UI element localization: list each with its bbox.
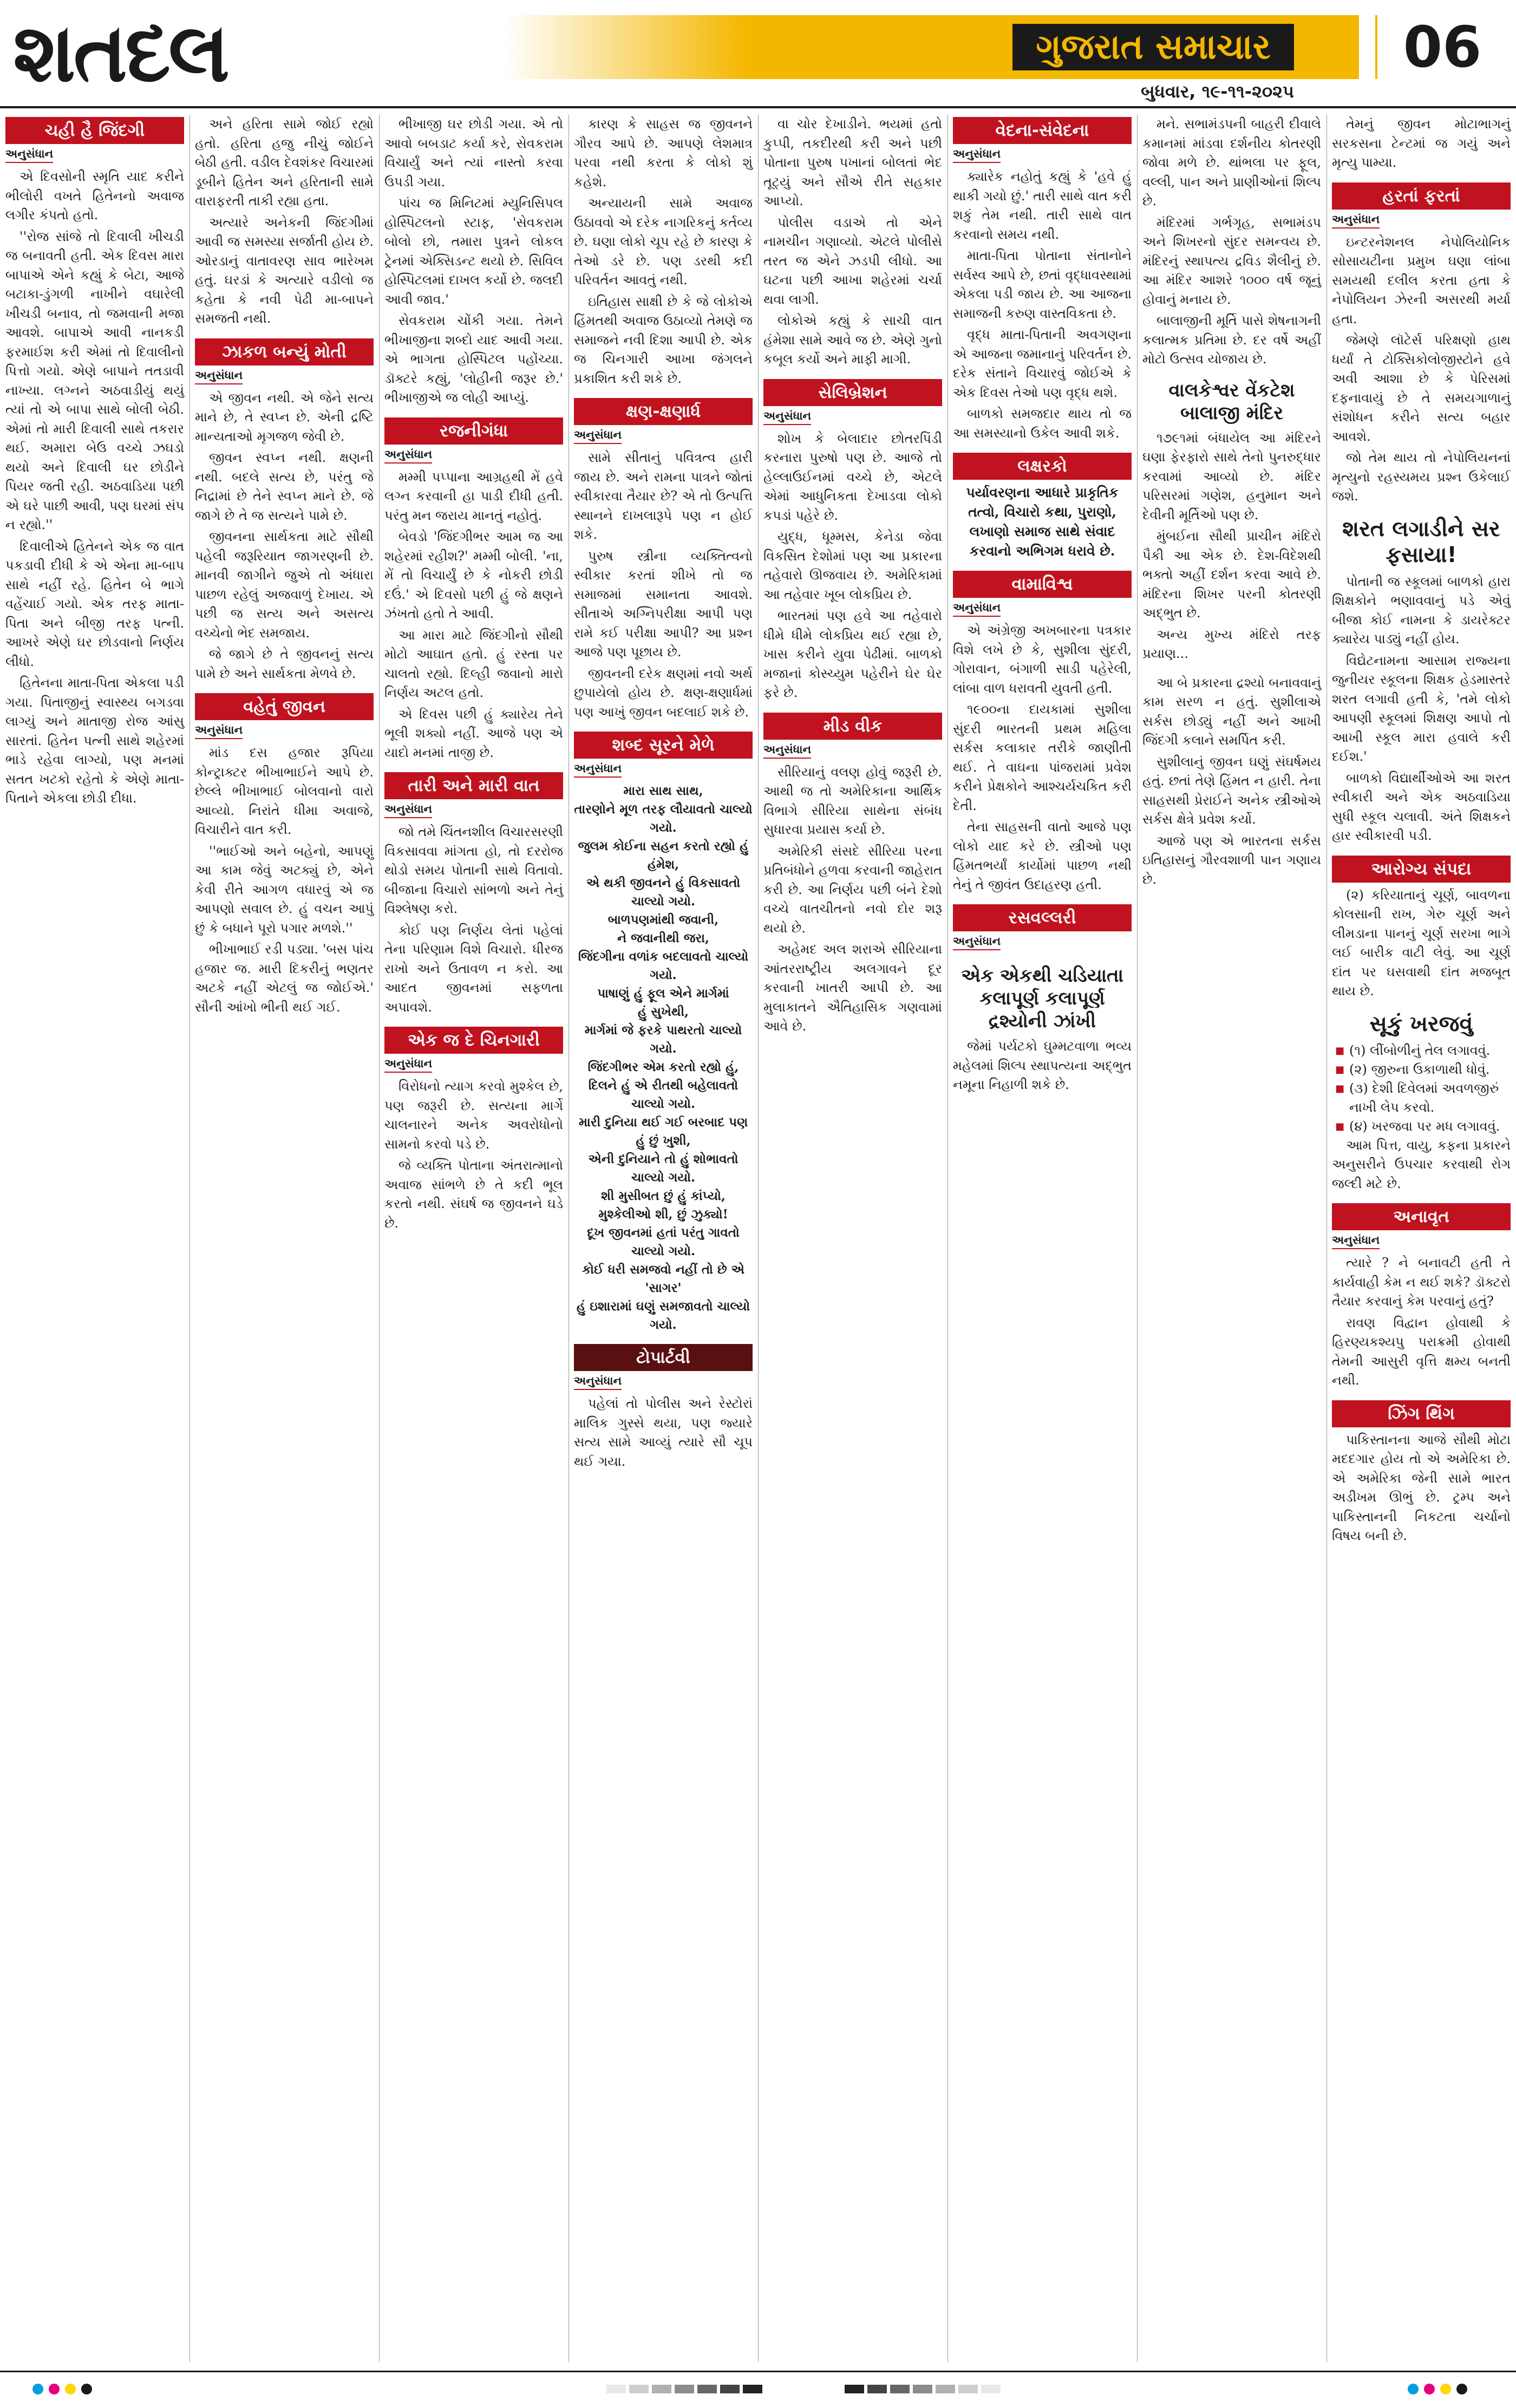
poem-line: જિંદગીભર એમ કરતો રહ્યો હું, xyxy=(587,1060,739,1074)
source-label: અનુસંધાન xyxy=(384,448,432,464)
bold-intro: પર્યાવરણના આધારે પ્રાકૃતિક તત્વો, વિચારો કથા, પુરાણો, લખાણો સમાજ સાથે સંવાદ કરવાનો અભિગમ ધરાવે છે. xyxy=(966,485,1119,559)
article-body xyxy=(763,115,942,369)
paragraph: માતા-પિતા પોતાના સંતાનોને સર્વસ્વ આપે છે, છતાં વૃદ્ધાવસ્થામાં એકલા પડી જાય છે. આ આજના સમાજની કરુણ વાસ્તવિકતા છે. xyxy=(953,248,1132,321)
source-label: અનુસંધાન xyxy=(763,743,811,759)
paragraph: ''રોજ સાંજે તો દિવાલી ખીચડી જ બનાવતી હતી. એક દિવસ મારા બાપાએ એને કહ્યું કે બેટા, આજે બટાકા-ડુંગળી નાખીને વઘારેલી ખીચડી બનાવ, તો જમવાની મજા આવશે. બાપાએ આવી નાનકડી ફરમાઈશ કરી એમાં તો દિવાલીનો પિત્તો ગયો. એણે બાપાને તતડાવી નાખ્યા. લગ્નને અઠવાડીયું થયું ત્યાં તો એ બાપા સાથે બોલી બેઠી. એમાં તો મારી દિવાલી સાથે તકરાર થઈ. અમારા બેઉ વચ્ચે ઝઘડો થયો અને દિવાલી ઘર છોડીને પિયર જતી રહી. અઠવાડિયા પછી એ ઘરે પાછી આવી, પણ ઘરમાં સંપ ન રહ્યો.'' xyxy=(5,229,184,532)
paragraph: આ મારા માટે જિંદગીનો સૌથી મોટો આઘાત હતો. હું રસ્તા પર ચાલતો રહ્યો. દિલ્હી જવાનો મારો નિર્ણય અટલ હતો. xyxy=(384,627,563,700)
article xyxy=(1332,182,1511,506)
column-6 xyxy=(948,115,1137,2362)
poem-line: જુલમ કોઈના સહન કરતો રહ્યો હું હંમેશ, xyxy=(578,839,749,872)
paragraph: એ અંગ્રેજી અખબારના પત્રકાર વિશે લખે છે કે, સુશીલા સુંદરી, ગોરાવાન, બંગાળી સાડી પહેરેલી, લાંબા વાળ ધરાવતી યુવતી હતી. xyxy=(953,623,1132,696)
list-item: ■ (૨) જીરુના ઉકાળાથી ધોવું. xyxy=(1335,1060,1511,1079)
paragraph: બાલાજીની મૂર્તિ પાસે શેષનાગની કલાત્મક પ્રતિમા છે. દર વર્ષે અહીં મોટો ઉત્સવ યોજાય છે. xyxy=(1142,313,1321,367)
paragraph: ૧૭૯૧માં બંધાયેલ આ મંદિરને ઘણા ફેરફારો સાથે તેનો પુનરુદ્ધાર કરવામાં આવ્યો છે. મંદિર પરિસરમાં ગણેશ, હનુમાન અને દેવીની મૂર્તિઓ પણ છે. xyxy=(1142,430,1321,523)
article xyxy=(953,904,1132,955)
article xyxy=(574,732,753,1334)
paragraph: અત્યારે અનેકની જિંદગીમાં આવી જ સમસ્યા સર્જાતી હોય છે. ઓરડાનું વાતાવરણ સાવ ભારેખમ હતું. ઘરડાં કે અત્યારે વડીલો જ કહેતા કે નવી પેઢી મા-બાપને સમજતી નથી. xyxy=(195,214,374,326)
black-dot xyxy=(1456,2384,1467,2394)
article-body xyxy=(1332,572,1511,846)
source-label: અનુસંધાન xyxy=(384,1057,432,1073)
paragraph: ભારતમાં પણ હવે આ તહેવારો ધીમે ધીમે લોકપ્રિય થઈ રહ્યા છે, ખાસ કરીને યુવા પેઢીમાં. બાળકો મજાનાં કોસ્ચ્યુમ પહેરીને ઘેર ઘેર ફરે છે. xyxy=(763,608,942,700)
list-item: ■ (૩) દેશી દિવેલમાં અવળજીરું નાખી લેપ કરવો. xyxy=(1335,1079,1511,1117)
article-body xyxy=(1332,1136,1511,1194)
article xyxy=(953,571,1132,895)
paragraph: ત્યારે ? ને બનાવટી હતી તે કાર્યવાહી કેમ ન થઈ શકે? ડૉક્ટરો તૈયાર કરવાનું કેમ પરવાનું હતું? xyxy=(1332,1255,1511,1309)
paragraph: વિરોધનો ત્યાગ કરવો મુશ્કેલ છે, પણ જરૂરી છે. સત્યના માર્ગે ચાલનારને અનેક અવરોધોનો સામનો કરવો પડે છે. xyxy=(384,1079,563,1152)
article xyxy=(384,772,563,1017)
paragraph: માંડ દસ હજાર રૂપિયા કોન્ટ્રાક્ટર ભીખાભાઈને આપે છે. છેલ્લે ભીખાભાઈ બોલવાનો વારો આવ્યો. નિરાંતે ધીમા અવાજે, વિચારીને વાત કરી. xyxy=(195,745,374,837)
article xyxy=(5,117,184,808)
article-body xyxy=(953,1037,1132,1095)
poem-line: મારા સાથ સાથ, xyxy=(623,784,703,798)
paragraph: આમ પિત્ત, વાયુ, કફના પ્રકારને અનુસરીને ઉપચાર કરવાથી રોગ જલ્દી મટે છે. xyxy=(1332,1137,1511,1191)
yellow-dot xyxy=(1440,2384,1451,2394)
column-1 xyxy=(0,115,190,2362)
article-continuation xyxy=(195,115,374,329)
article-continuation xyxy=(574,115,753,388)
article-body xyxy=(574,115,753,388)
paragraph: ''ભાઈઓ અને બહેનો, આપણું આ કામ જેવું અટક્યું છે, એને કેવી રીતે આગળ વધારવું એ જ આપણો સવાલ છે. હું વચન આપું છું કે બધાને પૂરો પગાર મળશે.'' xyxy=(195,843,374,936)
article xyxy=(1142,379,1321,664)
source-label: અનુસંધાન xyxy=(1332,213,1380,229)
article-body xyxy=(763,429,942,703)
article-body xyxy=(195,115,374,329)
article-body xyxy=(1332,233,1511,506)
paragraph: કારણ કે સાહસ જ જીવનને ગૌરવ આપે છે. આપણે લેશમાત્ર પરવા નથી કરતા કે લોકો શું કહેશે. xyxy=(574,116,753,190)
poem-line: શી મુસીબત છું હું કાંપ્યો, xyxy=(601,1189,726,1203)
gray-swatch xyxy=(890,2385,910,2393)
article xyxy=(1332,516,1511,846)
article xyxy=(384,417,563,763)
article-heading: શરત લગાડીને સર ફસાયા! xyxy=(1342,516,1500,567)
article-body xyxy=(953,621,1132,895)
article-heading: મીડ વીક xyxy=(763,713,942,740)
poem-line: તારણોને મૂળ તરફ લૌયાવતો ચાલ્યો ગયો. xyxy=(574,802,753,835)
article xyxy=(763,713,942,1036)
poem-line: એની દુનિયાને તો હું શોભાવતો ચાલ્યો ગયો. xyxy=(588,1152,739,1185)
article-body xyxy=(384,115,563,408)
paragraph: અન્ય મુખ્ય મંદિરો તરફ પ્રયાણ... xyxy=(1142,627,1321,661)
article-heading: સેલિબ્રેશન xyxy=(763,379,942,406)
paragraph: અમેરિકી સંસદે સીરિયા પરના પ્રતિબંધોને હળવા કરવાની જાહેરાત કરી છે. આ નિર્ણય પછી બંને દેશો વચ્ચે વાતચીતનો નવો દોર શરૂ થયો છે. xyxy=(763,843,942,936)
article-continuation xyxy=(1332,115,1511,173)
paragraph: સુશીલાનું જીવન ઘણું સંઘર્ષમય હતું. છતાં તેણે હિંમત ન હારી. તેના સાહસથી પ્રેરાઈને અનેક સ્ત્રીઓએ સર્કસ ક્ષેત્રે પ્રવેશ કર્યો. xyxy=(1142,754,1321,827)
paragraph: પોતાની જ સ્કૂલમાં બાળકો હારા શિક્ષકોને ભણાવવાનું પડે એવું બીજા કોઈ નામના કે ડાયરેક્ટર ક્યારેય પાડ્યું નહીં હોય. xyxy=(1332,573,1511,647)
paragraph: જીવન સ્વપ્ન નથી. ક્ષણની નથી. બદલે સત્ય છે, પરંતુ જે નિદ્રામાં છે તેને સ્વપ્ન માને છે. જે જાગે છે તે જ સત્યને પામે છે. xyxy=(195,450,374,523)
paragraph: પોલીસ વડાએ તો એને નામચીન ગણાવ્યો. એટલે પોલીસે તરત જ એને ઝડપી લીધો. આ ઘટના પછી આખા શહેરમાં ચર્ચા થવા લાગી. xyxy=(763,214,942,307)
poem-line: જિંદગીના વળાંક બદલાવતો ચાલ્યો ગયો. xyxy=(578,949,749,982)
column-4 xyxy=(568,115,758,2362)
poem-line: માર્ગમાં જે ફરકે પાથરતો ચાલ્યો ગયો. xyxy=(584,1023,742,1056)
gray-swatch xyxy=(845,2385,864,2393)
poem-line: હું છું ખુશી, xyxy=(636,1133,691,1148)
paragraph: અન્યાયની સામે અવાજ ઉઠાવવો એ દરેક નાગરિકનું કર્તવ્ય છે. ઘણા લોકો ચૂપ રહે છે કારણ કે તેઓ ડરે છે. પણ ડરથી કદી પરિવર્તન આવતું નથી. xyxy=(574,195,753,288)
cyan-dot xyxy=(1408,2384,1419,2394)
list-item: ■ (૧) લીંબોળીનું તેલ લગાવવું. xyxy=(1335,1041,1511,1060)
paragraph: પુરુષ સ્ત્રીના વ્યક્તિત્વનો સ્વીકાર કરતાં શીખે તો જ સમાજમાં સમાનતા આવશે. સીતાએ અગ્નિપરીક્ષા આપી પણ રામે કઈ પરીક્ષા આપી? આ પ્રશ્ન આજે પણ પૂછાય છે. xyxy=(574,548,753,660)
source-label: અનુસંધાન xyxy=(195,369,243,384)
paragraph: એ જીવન નથી. એ જેને સત્ય માને છે, તે સ્વપ્ન છે. એની દ્રષ્ટિ માન્યતાઓ મૃગજળ જેવી છે. xyxy=(195,390,374,444)
article-body xyxy=(1142,115,1321,369)
article-heading: ઝાકળ બન્યું મોતી xyxy=(195,338,374,366)
gray-swatch xyxy=(958,2385,978,2393)
gray-swatch xyxy=(720,2385,740,2393)
paragraph: વિદ્યેટનામના આસામ રાજ્યના જુનીયર સ્કૂલના શિક્ષક હેડમાસ્તરે શરત લગાવી હતી કે, 'તમે લોકો આપણી સ્કૂલમાં શિક્ષણ આપો તો આખી સ્કૂલ મારા હવાલે કરી દઈશ.' xyxy=(1332,652,1511,764)
article-body xyxy=(1142,674,1321,890)
paragraph: પાકિસ્તાનના આજે સૌથી મોટા મદદગાર હોય તો એ અમેરિકા છે. એ અમેરિકા જેની સામે ભારત અડીખમ ઊભું છે. ટ્રમ્પ અને પાકિસ્તાનની નિકટતા ચર્ચાનો વિષય બની છે. xyxy=(1332,1432,1511,1543)
poem-line: મુશ્કેલીઓ શી, છું ઝુક્યો! xyxy=(598,1207,728,1222)
article xyxy=(574,1344,753,1471)
gray-swatch xyxy=(697,2385,717,2393)
gray-swatch xyxy=(675,2385,694,2393)
paragraph: મંદિરમાં ગર્ભગૃહ, સભામંડપ અને શિખરનો સુંદર સમન્વય છે. મંદિરનું સ્થાપત્ય દ્રવિડ શૈલીનું છે. આ મંદિર આશરે ૧૦૦૦ વર્ષ જૂનું હોવાનું મનાય છે. xyxy=(1142,214,1321,307)
article-body xyxy=(763,763,942,1036)
gray-swatch xyxy=(606,2385,626,2393)
remedy-list xyxy=(1332,1041,1511,1136)
article xyxy=(195,693,374,1017)
article-heading: ટોપાર્ટવી xyxy=(574,1344,753,1371)
poem-line: પાષાણું હું ફૂલ એને માર્ગમાં xyxy=(597,986,729,1001)
source-label: અનુસંધાન xyxy=(574,762,622,778)
black-dot xyxy=(81,2384,92,2394)
source-label: અનુસંધાન xyxy=(953,147,1001,163)
column-2 xyxy=(190,115,379,2362)
article-heading: એક એકથી ચડિયાતા કલાપૂર્ણ કલાપૂર્ણ દ્રશ્યોની ઝાંખી xyxy=(961,965,1123,1032)
source-label: અનુસંધાન xyxy=(574,428,622,444)
article-heading: શબ્દ સૂરને મેળે xyxy=(574,732,753,759)
section-logo: શતદલ xyxy=(13,6,228,100)
paragraph: બાળકો સમજદાર થાય તો જ આ સમસ્યાનો ઉકેલ આવી શકે. xyxy=(953,406,1132,441)
poem xyxy=(574,782,753,1334)
grayscale-strip-left xyxy=(606,2385,766,2394)
poem-line: મારી દુનિયા થઈ ગઈ બરબાદ પણ xyxy=(578,1115,748,1130)
poem-line: હું ઇશારામાં ઘણું સમજાવતો ચાલ્યો ગયો. xyxy=(576,1299,750,1332)
source-label: અનુસંધાન xyxy=(5,147,53,163)
newspaper-name: ગુજરાત સમાચાર xyxy=(1012,24,1294,70)
paragraph: ભીખાજી ઘર છોડી ગયા. એ તો આવો બબડાટ કર્યા કરે, સેવકરામ વિચાર્યું અને ત્યાં નાસ્તો કરવા ઉપડી ગયા. xyxy=(384,116,563,190)
paragraph: આજે પણ એ ભારતના સર્કસ ઇતિહાસનું ગૌરવશાળી પાન ગણાય છે. xyxy=(1142,833,1321,887)
article-heading: ઝિંગ થિંગ xyxy=(1332,1400,1511,1427)
article-body xyxy=(384,823,563,1017)
paragraph: શોખ કે બેલાદાર છોતરપિંડી કરનારા પુરુષો પણ છે. આજે તો હેલ્લાઉઈનમાં વચ્ચે છે, એટલે એમાં આધુનિકતા દેખાડવા લોકો કપડાં પહેરે છે. xyxy=(763,430,942,523)
article-body xyxy=(5,167,184,808)
article-heading: ચહી હૈ જિંદગી xyxy=(5,117,184,144)
paragraph: બાળકો વિદ્યાર્થીઓએ આ શરત સ્વીકારી અને એક અઠવાડિયા સુધી સ્કૂલ ચલાવી. અંતે શિક્ષકને હાર સ્વીકારવી પડી. xyxy=(1332,770,1511,843)
paragraph: ક્યારેક નહોતું કહ્યું કે 'હવે હું થાકી ગયો છું.' તારી સાથે વાત કરી શકું તેમ નથી. તારી સાથે વાત કરવાનો સમય નથી. xyxy=(953,169,1132,242)
article-body xyxy=(1332,1254,1511,1391)
article-body xyxy=(574,448,753,722)
yellow-dot xyxy=(65,2384,76,2394)
paragraph: સીરિયાનું વલણ હોવું જરૂરી છે. આથી જ તો અમેરિકાના આર્થિક વિભાગે સીરિયા સાથેના સંબંધ સુધારવા પ્રયાસ કર્યા છે. xyxy=(763,764,942,837)
article xyxy=(953,117,1132,443)
poem-line: બાળપણમાંથી જવાની, xyxy=(607,912,719,927)
article-body xyxy=(384,1077,563,1233)
paragraph: જેમણે લૉટેર્સ પરિક્ષણો હાથ ધર્યાં તે ટોક્સિકોલોજીસ્ટોને હવે અવી આશા છે કે પેરિસમાં દફનાવાયું છે તે સમયગાળાનું સંશોધન કરીને સત્ય બહાર આવશે. xyxy=(1332,332,1511,444)
paragraph: સેવકરામ ચોંકી ગયા. તેમને ભીખાજીના શબ્દો યાદ આવી ગયા. એ ભાગતા હોસ્પિટલ પહોંચ્યા. ડૉક્ટરે કહ્યું, 'લોહીની જરૂર છે.' ભીખાજીએ જ લોહી આપ્યું. xyxy=(384,313,563,405)
paragraph: જેમાં પર્યટકો ઘુમ્મટવાળા ભવ્ય મહેલમાં શિલ્પ સ્થાપત્યના અદ્ભુત નમૂના નિહાળી શકે છે. xyxy=(953,1039,1132,1092)
masthead xyxy=(0,0,1516,108)
page-number: 06 xyxy=(1375,15,1507,79)
registration-dots-left xyxy=(32,2384,97,2396)
source-label: અનુસંધાન xyxy=(953,935,1001,950)
gray-swatch xyxy=(867,2385,887,2393)
issue-date: બુધવાર, ૧૯-૧૧-૨૦૨૫ xyxy=(1141,81,1294,102)
article xyxy=(384,1027,563,1233)
source-label: અનુસંધાન xyxy=(195,723,243,739)
paragraph: બેવડો 'જિંદગીભર આમ જ આ શહેરમાં રહીશ?' મમ્મી બોલી. 'ના, મેં તો વિચાર્યું છે કે નોકરી છોડી દઉં.' એ દિવસો પછી હું જે ક્ષણને ઝંખતો હતો તે આવી. xyxy=(384,529,563,621)
poem-line: ને જવાનીથી જરા, xyxy=(617,931,710,945)
paragraph: જીવનના સાર્થકતા માટે સૌથી પહેલી જરૂરિયાત જાગરણની છે. માનવી જાગીને જુએ તો અંધારા પાછળ રહેલું અજવાળું દેખાય. એ પછી જ સત્ય અને અસત્ય વચ્ચેનો ભેદ સમજાય. xyxy=(195,529,374,641)
paragraph: વા ચોર દેખાડીને. ભયમાં હતો કુપ્પી, તકદીરથી કરી અને પછી પોતાના પુરુષ પખાનાં બોલતાં ભેદ તૂટ્યું અને સૌએ રીતે સહકાર આપ્યો. xyxy=(763,116,942,208)
poem-line: હું સુખેથી, xyxy=(637,1004,689,1019)
article-body xyxy=(1332,115,1511,173)
article xyxy=(1332,1400,1511,1546)
article-heading: તારી અને મારી વાત xyxy=(384,772,563,799)
paragraph: રાવણ વિદ્વાન હોવાથી કે હિરણ્યકશ્યપુ પરાક્રમી હોવાથી તેમની આસુરી વૃત્તિ ક્ષમ્ય બનતી નથી. xyxy=(1332,1315,1511,1388)
magenta-dot xyxy=(49,2384,60,2394)
paragraph: (૨) કરિયાતાનું ચૂર્ણ, બાવળના કોલસાની રાખ, ગેરુ ચૂર્ણ અને લીમડાના પાનનું ચૂર્ણ સરખા ભાગે લઈ બારીક વાટી લેવું. આ ચૂર્ણ દાંત પર ઘસવાથી દાંત મજબૂત થાય છે. xyxy=(1332,887,1511,999)
article xyxy=(1332,1011,1511,1194)
article-continuation xyxy=(1142,115,1321,369)
paragraph: વૃદ્ધ માતા-પિતાની અવગણના એ આજના જમાનાનું પરિવર્તન છે. દરેક સંતાને વિચારવું જોઈએ કે એક દિવસ તેઓ પણ વૃદ્ધ થશે. xyxy=(953,327,1132,400)
magenta-dot xyxy=(1424,2384,1435,2394)
paragraph: આ બે પ્રકારના દ્રશ્યો બનાવવાનું કામ સરળ ન હતું. સુશીલાએ સર્કસ છોડ્યું નહીં અને આખી જિંદગી કલાને સમર્પિત કરી. xyxy=(1142,675,1321,748)
article-heading: રસવલ્લરી xyxy=(953,904,1132,931)
gray-swatch xyxy=(652,2385,671,2393)
article xyxy=(195,338,374,684)
gray-swatch xyxy=(981,2385,1001,2393)
paragraph: ઇન્ટરનેશનલ નેપોલિયોનિક સોસાયટીના પ્રમુખ ઘણા લાંબા સમયથી દલીલ કરતા હતા કે નેપોલિયન ઝેરની અસરથી મર્યા હતા. xyxy=(1332,234,1511,327)
registration-dots-right xyxy=(1408,2384,1473,2396)
gray-swatch xyxy=(743,2385,762,2393)
paragraph: હિતેનના માતા-પિતા એકલા પડી ગયા. પિતાજીનું સ્વાસ્થ્ય બગડવા લાગ્યું અને માતાજી રોજ આંસુ સારતાં. હિતેન પત્ની સાથે શહેરમાં ભાડે રહેવા લાગ્યો, પણ મનમાં સતત ખટકો રહેતો કે એણે માતા-પિતાને એકલા છોડી દીધા. xyxy=(5,675,184,806)
article-heading: વહેતું જીવન xyxy=(195,693,374,720)
poem-line: એ થકી જીવનને હું વિકસાવતો ચાલ્યો ગયો. xyxy=(586,876,741,909)
paragraph: તેના સાહસની વાતો આજે પણ લોકો યાદ કરે છે. સ્ત્રીઓ પણ હિંમતભર્યાં કાર્યોમાં પાછળ નથી તેનું તે જીવંત ઉદાહરણ હતી. xyxy=(953,819,1132,892)
paragraph: જો તેમ થાય તો નેપોલિયનનાં મૃત્યુનો રહસ્યમય પ્રશ્ન ઉકેલાઈ જશે. xyxy=(1332,450,1511,504)
paragraph: તેમનું જીવન મોટાભાગનું સરકસના ટેન્ટમાં જ ગયું અને મૃત્યુ પામ્યા. xyxy=(1332,116,1511,170)
column-3 xyxy=(379,115,568,2362)
paragraph: જીવનની દરેક ક્ષણમાં નવો અર્થ છુપાયેલો હોય છે. ક્ષણ-ક્ષણાર્ધમાં પણ આખું જીવન બદલાઈ શકે છે. xyxy=(574,665,753,720)
article-continuation xyxy=(763,115,942,369)
gray-swatch xyxy=(629,2385,649,2393)
gray-swatch xyxy=(913,2385,932,2393)
gray-swatch xyxy=(936,2385,955,2393)
article-heading: એક જ દે ચિનગારી xyxy=(384,1027,563,1054)
column-8 xyxy=(1327,115,1516,2362)
article-heading: લક્ષરકો xyxy=(953,453,1132,480)
article-heading: વામાવિશ્વ xyxy=(953,571,1132,598)
article-continuation xyxy=(384,115,563,408)
source-label: અનુસંધાન xyxy=(763,409,811,425)
article xyxy=(1332,1203,1511,1391)
masthead-rule xyxy=(0,106,1516,108)
paragraph: પહેલાં તો પોલીસ અને રેસ્ટોરાં માલિક ગુસ્સે થયા, પણ જ્યારે સત્ય સામે આવ્યું ત્યારે સૌ ચૂપ થઈ ગયા. xyxy=(574,1396,753,1469)
paragraph: એ દિવસોની સ્મૃતિ યાદ કરીને ભીલોરી વખતે હિતેનનો અવાજ લગીર કંપતો હતો. xyxy=(5,169,184,223)
article-continuation xyxy=(1142,674,1321,890)
article xyxy=(574,398,753,722)
list-item: ■ (૪) ખરજવા પર મધ લગાવવું. xyxy=(1335,1117,1511,1136)
paragraph: લોકોએ કહ્યું કે સાચી વાત હંમેશા સામે આવે જ છે. એણે ગુનો કબૂલ કર્યો અને માફી માગી. xyxy=(763,313,942,367)
paragraph: એ દિવસ પછી હું ક્યારેય તેને ભૂલી શક્યો નહીં. આજે પણ એ યાદો મનમાં તાજી છે. xyxy=(384,706,563,760)
masthead-band-fade xyxy=(444,15,747,79)
article-body xyxy=(195,389,374,684)
paragraph: અને હરિતા સામે જોઈ રહ્યો હતો. હરિતા હજુ નીચું જોઈને બેઠી હતી. વડીલ દેવશંકર વિચારમાં ડૂબીને હિતેન અને હરિતાની સામે વારાફરતી તાકી રહ્યા હતા. xyxy=(195,116,374,208)
footer-rule xyxy=(0,2371,1516,2372)
paragraph: મમ્મી પપ્પાના આગ્રહથી મેં હવે લગ્ન કરવાની હા પાડી દીધી હતી. પરંતુ મન જરાય માનતું નહોતું. xyxy=(384,469,563,523)
article-heading: સૂકું ખરજવું xyxy=(1369,1011,1473,1036)
paragraph: પાંચ જ મિનિટમાં મ્યુનિસિપલ હોસ્પિટલનો સ્ટાફ, 'સેવકરામ બોલો છો, તમારા પુત્રને લોકલ ટ્રેનમાં એક્સિડન્ટ થયો છે. સિવિલ હોસ્પિટલમાં દાખલ કર્યો છે. જલદી આવી જાવ.' xyxy=(384,195,563,307)
source-label: અનુસંધાન xyxy=(1332,1234,1380,1249)
article-heading: અનાવૃત xyxy=(1332,1203,1511,1230)
paragraph: ૧૯૦૦ના દાયકામાં સુશીલા સુંદરી ભારતની પ્રથમ મહિલા સર્કસ કલાકાર તરીકે જાણીતી થઈ. તે વાઘના પાંજરામાં પ્રવેશ કરીને પ્રેક્ષકોને આશ્ચર્યચકિત કરી દેતી. xyxy=(953,702,1132,813)
article-heading: ક્ષણ-ક્ષણાર્ધ xyxy=(574,398,753,425)
column-7 xyxy=(1137,115,1327,2362)
paragraph: સામે સીતાનું પવિત્રત્વ હારી જાય છે. અને રામના પાત્રને જોતાં સ્વીકારવા તૈયાર છે? એ તો ઉત્પત્તિ સ્થાનને દાખલારૂપે પણ ન હોઈ શકે. xyxy=(574,450,753,542)
article xyxy=(953,453,1132,561)
paragraph: જે જાગે છે તે જીવનનું સત્ય પામે છે અને સાર્થકતા મેળવે છે. xyxy=(195,647,374,681)
source-label: અનુસંધાન xyxy=(953,601,1001,617)
paragraph: ભીખાભાઈ રડી પડ્યા. 'બસ પાંચ હજાર જ. મારી દિકરીનું ભણતર અટકે નહીં એટલું જ જોઈએ.' સૌની આંખો ભીની થઈ ગઈ. xyxy=(195,942,374,1015)
article-body xyxy=(1142,429,1321,664)
source-label: અનુસંધાન xyxy=(384,802,432,818)
paragraph: મને. સભામંડપની બાહરી દીવાલે કમાનમાં માંડવા દર્શનીય કોતરણી જોવા મળે છે. થાંભલા પર ફૂલ, વલ્લી, પાન અને પ્રાણીઓનાં શિલ્પ છે. xyxy=(1142,116,1321,208)
article xyxy=(763,379,942,703)
article-body xyxy=(384,468,563,763)
article-body xyxy=(953,167,1132,443)
article xyxy=(953,964,1132,1095)
column-5 xyxy=(758,115,948,2362)
poem-line: દૂખ જીવનમાં હતાં પરંતુ ગાવતો ચાલ્યો ગયો. xyxy=(587,1225,740,1258)
article-body xyxy=(1332,886,1511,1001)
article-heading: વાલકેશ્વર વેંકટેશ બાલાજી મંદિર xyxy=(1168,379,1295,424)
paragraph: મુંબઈના સૌથી પ્રાચીન મંદિરો પૈકી આ એક છે. દેશ-વિદેશથી ભક્તો અહીં દર્શન કરવા આવે છે. મંદિરના શિખર પરની કોતરણી અદ્ભુત છે. xyxy=(1142,528,1321,621)
paragraph: દિવાલીએ હિતેનને એક જ વાત પકડાવી દીધી કે એ એના મા-બાપ સાથે નહીં રહે. હિતેન બે ભાગે વહેંચાઈ ગયો. એક તરફ માતા-પિતા અને બીજી તરફ પત્ની. આખરે એણે ઘર છોડવાનો નિર્ણય લીધો. xyxy=(5,538,184,669)
grayscale-strip-right xyxy=(845,2385,1004,2394)
paragraph: કોઈ પણ નિર્ણય લેતાં પહેલાં તેના પરિણામ વિશે વિચારો. ધીરજ રાખો અને ઉતાવળ ન કરો. આ આદત જીવનમાં સફળતા અપાવશે. xyxy=(384,922,563,1015)
article xyxy=(1332,856,1511,1001)
article-body xyxy=(195,743,374,1017)
article-heading: રજનીગંધા xyxy=(384,417,563,445)
article-body xyxy=(574,1394,753,1471)
paragraph: જો તમે ચિંતનશીલ વિચારસરણી વિકસાવવા માંગતા હો, તો દરરોજ થોડો સમય પોતાની સાથે વિતાવો. બીજાના વિચારો સાંભળો અને તેનું વિશ્લેષણ કરો. xyxy=(384,824,563,916)
article-heading: આરોગ્ય સંપદા xyxy=(1332,856,1511,883)
paragraph: ઇતિહાસ સાક્ષી છે કે જે લોકોએ હિંમતથી અવાજ ઉઠાવ્યો તેમણે જ સમાજને નવી દિશા આપી છે. એક જ ચિનગારી આખા જંગલને પ્રકાશિત કરી શકે છે. xyxy=(574,293,753,386)
cyan-dot xyxy=(32,2384,43,2394)
paragraph: જે વ્યક્તિ પોતાના અંતરાત્માનો અવાજ સાંભળે છે તે કદી ભૂલ કરતો નથી. સંઘર્ષ જ જીવનને ઘડે છે. xyxy=(384,1158,563,1231)
paragraph: અહેમદ અલ શરાએ સીરિયાના આંતરરાષ્ટ્રીય અલગાવને દૂર કરવાની ખાતરી આપી છે. આ મુલાકાતને ઐતિહાસિક ગણવામાં આવે છે. xyxy=(763,942,942,1034)
article-body xyxy=(1332,1431,1511,1546)
poem-line: કોઈ ધરી સમજવો નહીં તો છે એ 'સાગર' xyxy=(582,1262,744,1295)
poem-line: દિલને હું એ રીતથી બહેલાવતો ચાલ્યો ગયો. xyxy=(588,1078,739,1111)
paragraph: યુદ્ધ, ધૂમ્મસ, કેનેડા જેવા વિકસિત દેશોમાં પણ આ પ્રકારના તહેવારો ઊજવાય છે. અમેરિકામાં આ તહેવાર ખૂબ લોકપ્રિય છે. xyxy=(763,529,942,602)
article-heading: વેદના-સંવેદના xyxy=(953,117,1132,144)
article-heading: હરતાં ફરતાં xyxy=(1332,182,1511,210)
source-label: અનુસંધાન xyxy=(574,1374,622,1390)
